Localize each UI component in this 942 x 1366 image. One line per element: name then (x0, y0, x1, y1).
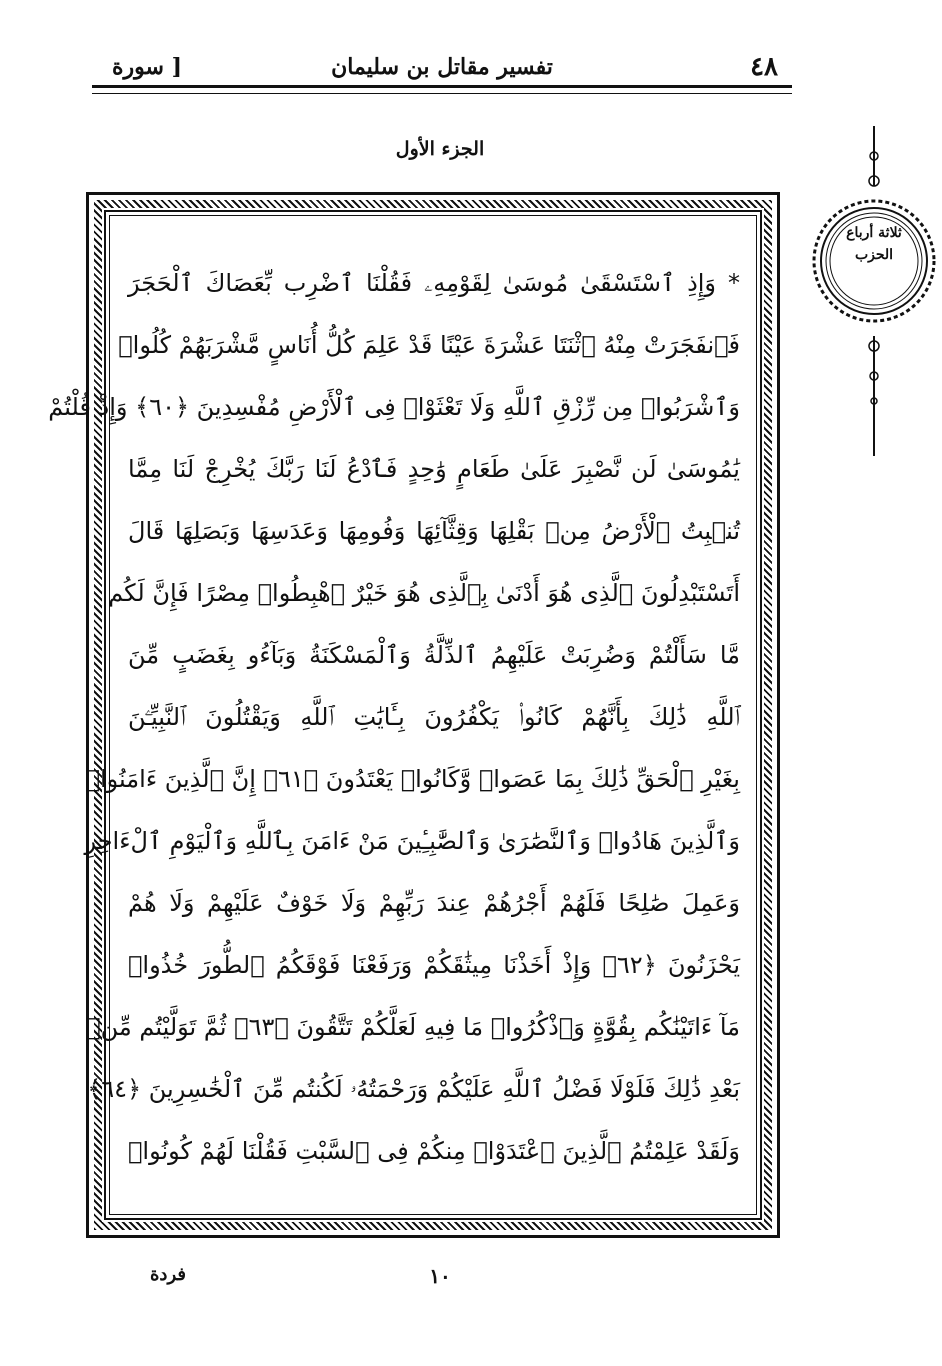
footer-label: فردة (150, 1264, 186, 1285)
header-rule (92, 85, 792, 88)
page-number: ٤٨ (750, 52, 778, 82)
verse-line: وَلَقَدْ عَلِمْتُمُ ٱلَّذِينَ ٱعْتَدَوْا۟ مِنكُمْ فِى ٱلسَّبْتِ فَقُلْنَا لَهُمْ كُونُوا۟ (128, 1137, 740, 1165)
verse-line: ٱللَّهِ ذَٰلِكَ بِأَنَّهُمْ كَانُوا۟ يَكْفُرُونَ بِـَٔايَٰتِ ٱللَّهِ وَيَقْتُلُونَ ٱلنَّبِيِّـۧنَ (128, 703, 740, 731)
footer-page-number: ١٠ (429, 1264, 451, 1288)
verse-line: * وَإِذِ ٱسْتَسْقَىٰ مُوسَىٰ لِقَوْمِهِۦ فَقُلْنَا ٱضْرِب بِّعَصَاكَ ٱلْحَجَرَ (128, 269, 740, 297)
juz-label: الجزء الأول (395, 138, 485, 160)
hizb-medallion (812, 126, 936, 456)
verse-line: يَحْزَنُونَ ﴿٦٢﴾ وَإِذْ أَخَذْنَا مِيثَٰقَكُمْ وَرَفَعْنَا فَوْقَكُمُ ٱلطُّورَ خُذُوا۟ (128, 951, 740, 979)
verse-line: فَٱنفَجَرَتْ مِنْهُ ٱثْنَتَا عَشْرَةَ عَيْنًا قَدْ عَلِمَ كُلُّ أُنَاسٍ مَّشْرَبَهُمْ كُلُوا۟ (118, 331, 740, 359)
header-rule-thin (92, 93, 792, 94)
medallion-text: ثلاثة أرباع الحزب (846, 225, 902, 263)
verse-line: يَٰمُوسَىٰ لَن نَّصْبِرَ عَلَىٰ طَعَامٍ وَٰحِدٍ فَٱدْعُ لَنَا رَبَّكَ يُخْرِجْ لَنَا مِمَّا (128, 455, 740, 483)
verse-line: تُنۢبِتُ ٱلْأَرْضُ مِنۢ بَقْلِهَا وَقِثَّآئِهَا وَفُومِهَا وَعَدَسِهَا وَبَصَلِهَا قَالَ (128, 517, 740, 545)
verse-line: وَٱشْرَبُوا۟ مِن رِّزْقِ ٱللَّهِ وَلَا تَعْثَوْا۟ فِى ٱلْأَرْضِ مُفْسِدِينَ ﴿٦٠﴾ وَإِذْ قُلْتُمْ (48, 393, 740, 421)
verse-line: مَآ ءَاتَيْنَٰكُم بِقُوَّةٍ وَٱذْكُرُوا۟ مَا فِيهِ لَعَلَّكُمْ تَتَّقُونَ ﴿٦٣﴾ ثُمَّ تَوَلَّيْتُم مِّنۢ (86, 1013, 740, 1041)
medallion-ornament-icon (812, 126, 936, 456)
verse-line: بَعْدِ ذَٰلِكَ فَلَوْلَا فَضْلُ ٱللَّهِ عَلَيْكُمْ وَرَحْمَتُهُۥ لَكُنتُم مِّنَ ٱلْخَٰسِرِينَ ﴿٦٤﴾ (87, 1075, 740, 1103)
verse-text-block (48, 255, 740, 1185)
verse-line: وَعَمِلَ صَٰلِحًا فَلَهُمْ أَجْرُهُمْ عِندَ رَبِّهِمْ وَلَا خَوْفٌ عَلَيْهِمْ وَلَا هُمْ (128, 889, 740, 917)
verse-line: مَّا سَأَلْتُمْ وَضُرِبَتْ عَلَيْهِمُ ٱلذِّلَّةُ وَٱلْمَسْكَنَةُ وَبَآءُو بِغَضَبٍ مِّنَ (128, 641, 740, 669)
verse-line: وَٱلَّذِينَ هَادُوا۟ وَٱلنَّصَٰرَىٰ وَٱلصَّٰبِـِٔينَ مَنْ ءَامَنَ بِٱللَّهِ وَٱلْيَوْمِ ٱلْءَاخِرِ (84, 827, 740, 855)
page-header (92, 48, 792, 88)
verse-line: أَتَسْتَبْدِلُونَ ٱلَّذِى هُوَ أَدْنَىٰ بِٱلَّذِى هُوَ خَيْرٌ ٱهْبِطُوا۟ مِصْرًا فَإِنَّ لَكُم (108, 579, 740, 607)
verse-line: بِغَيْرِ ٱلْحَقِّ ذَٰلِكَ بِمَا عَصَوا۟ وَّكَانُوا۟ يَعْتَدُونَ ﴿٦١﴾ إِنَّ ٱلَّذِينَ ءَامَنُوا۟ (85, 765, 740, 793)
book-title: تفسير مقاتل بن سليمان (331, 54, 553, 80)
surah-name: [ سورة (112, 54, 183, 80)
